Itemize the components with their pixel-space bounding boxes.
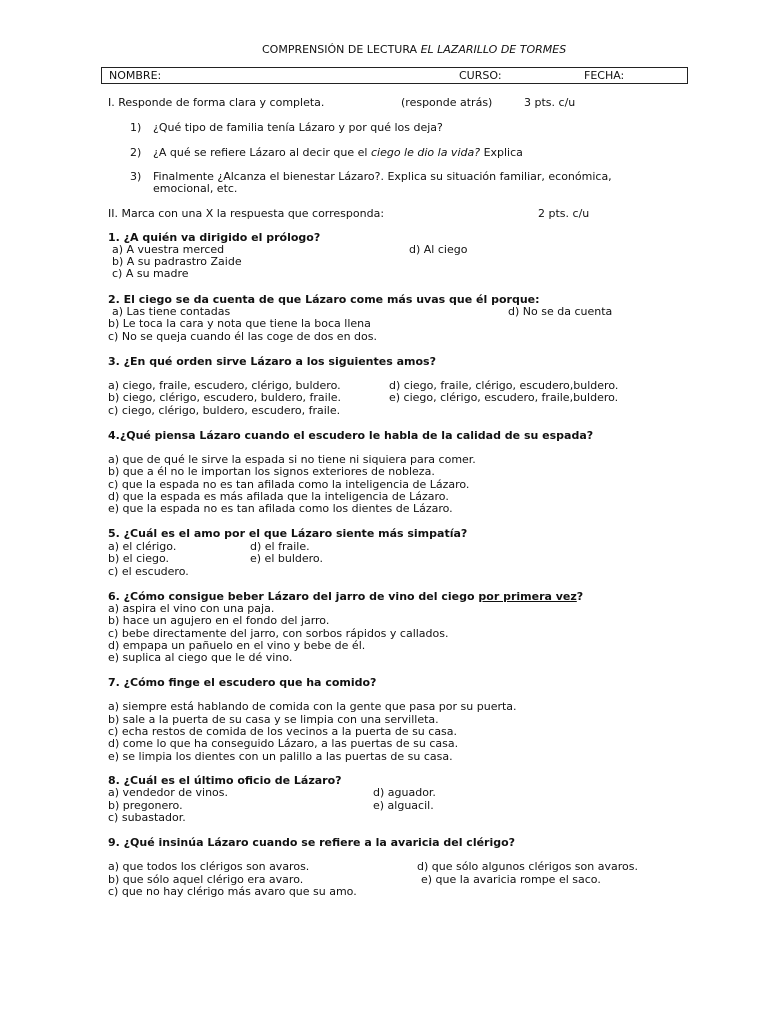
- mc-q4-option-a[interactable]: a) que de qué le sirve la espada si no tiene ni siquiera para comer.: [108, 453, 476, 466]
- mc-q5-option-b[interactable]: b) el ciego.: [108, 552, 169, 565]
- mc-q9-option-b[interactable]: b) que sólo aquel clérigo era avaro.: [108, 873, 304, 886]
- mc-q7-option-e[interactable]: e) se limpia los dientes con un palillo a las puertas de su casa.: [108, 750, 453, 763]
- course-label: CURSO:: [459, 69, 502, 82]
- mc-q6-option-a[interactable]: a) aspira el vino con una paja.: [108, 602, 275, 615]
- mc-q7-option-d[interactable]: d) come lo que ha conseguido Lázaro, a las puertas de su casa.: [108, 737, 459, 750]
- mc-q4-option-d[interactable]: d) que la espada es más afilada que la inteligencia de Lázaro.: [108, 490, 449, 503]
- section1-heading: I. Responde de forma clara y completa.: [108, 96, 325, 109]
- mc-q1-option-d[interactable]: d) Al ciego: [409, 243, 468, 256]
- mc-q2-option-b[interactable]: b) Le toca la cara y nota que tiene la boca llena: [108, 317, 371, 330]
- mc-q9-option-c[interactable]: c) que no hay clérigo más avaro que su amo.: [108, 885, 357, 898]
- mc-q9-title: 9. ¿Qué insinúa Lázaro cuando se refiere a la avaricia del clérigo?: [108, 836, 516, 849]
- mc-q6-title-end: ?: [576, 590, 584, 603]
- mc-q2-option-a[interactable]: a) Las tiene contadas: [112, 305, 231, 318]
- section2-points: 2 pts. c/u: [538, 207, 590, 220]
- section2-heading: II. Marca con una X la respuesta que corresponda:: [108, 207, 385, 220]
- mc-q5-option-e[interactable]: e) el buldero.: [250, 552, 323, 565]
- mc-q6-option-d[interactable]: d) empapa un pañuelo en el vino y bebe de él.: [108, 639, 366, 652]
- title-work: EL LAZARILLO DE TORMES: [420, 43, 567, 56]
- open-q2-number: 2): [130, 146, 142, 159]
- mc-q8-title: 8. ¿Cuál es el último oficio de Lázaro?: [108, 774, 342, 787]
- mc-q6-title-underlined: por primera vez: [478, 590, 577, 603]
- mc-q5-title: 5. ¿Cuál es el amo por el que Lázaro siente más simpatía?: [108, 527, 468, 540]
- mc-q9-option-e[interactable]: e) que la avaricia rompe el saco.: [421, 873, 601, 886]
- section1-note: (responde atrás): [401, 96, 493, 109]
- mc-q3-option-e[interactable]: e) ciego, clérigo, escudero, fraile,buldero.: [389, 391, 619, 404]
- mc-q9-option-a[interactable]: a) que todos los clérigos son avaros.: [108, 860, 310, 873]
- mc-q2-option-d[interactable]: d) No se da cuenta: [508, 305, 613, 318]
- open-q2-part1: ¿A qué se refiere Lázaro al decir que el: [153, 146, 368, 159]
- mc-q4-option-c[interactable]: c) que la espada no es tan afilada como la inteligencia de Lázaro.: [108, 478, 470, 491]
- mc-q8-option-a[interactable]: a) vendedor de vinos.: [108, 786, 229, 799]
- mc-q3-option-d[interactable]: d) ciego, fraile, clérigo, escudero,buldero.: [389, 379, 619, 392]
- mc-q7-option-a[interactable]: a) siempre está hablando de comida con la gente que pasa por su puerta.: [108, 700, 517, 713]
- mc-q8-option-c[interactable]: c) subastador.: [108, 811, 186, 824]
- mc-q7-option-c[interactable]: c) echa restos de comida de los vecinos a la puerta de su casa.: [108, 725, 458, 738]
- open-q2-text: [153, 146, 523, 159]
- mc-q9-option-d[interactable]: d) que sólo algunos clérigos son avaros.: [417, 860, 638, 873]
- open-q3-line2: emocional, etc.: [153, 182, 238, 195]
- mc-q2-title: 2. El ciego se da cuenta de que Lázaro come más uvas que él porque:: [108, 293, 540, 306]
- mc-q1-option-c[interactable]: c) A su madre: [112, 267, 189, 280]
- mc-q8-option-e[interactable]: e) alguacil.: [373, 799, 434, 812]
- open-q2-part2: Explica: [483, 146, 523, 159]
- open-q2-italic: ciego le dio la vida?: [370, 146, 481, 159]
- open-q1-text: ¿Qué tipo de familia tenía Lázaro y por qué los deja?: [153, 121, 443, 134]
- mc-q3-option-b[interactable]: b) ciego, clérigo, escudero, buldero, fraile.: [108, 391, 342, 404]
- mc-q4-option-b[interactable]: b) que a él no le importan los signos exteriores de nobleza.: [108, 465, 435, 478]
- mc-q6-option-c[interactable]: c) bebe directamente del jarro, con sorbos rápidos y callados.: [108, 627, 449, 640]
- section1-points: 3 pts. c/u: [524, 96, 576, 109]
- mc-q6-option-e[interactable]: e) suplica al ciego que le dé vino.: [108, 651, 293, 664]
- mc-q5-option-a[interactable]: a) el clérigo.: [108, 540, 177, 553]
- mc-q2-option-c[interactable]: c) No se queja cuando él las coge de dos en dos.: [108, 330, 377, 343]
- mc-q6-title-start: 6. ¿Cómo consigue beber Lázaro del jarro de vino del ciego: [108, 590, 475, 603]
- mc-q3-option-a[interactable]: a) ciego, fraile, escudero, clérigo, buldero.: [108, 379, 341, 392]
- open-q3-line1: Finalmente ¿Alcanza el bienestar Lázaro?. Explica su situación familiar, económica,: [153, 170, 612, 183]
- mc-q1-option-b[interactable]: b) A su padrastro Zaide: [112, 255, 242, 268]
- mc-q5-option-c[interactable]: c) el escudero.: [108, 565, 189, 578]
- open-q1-number: 1): [130, 121, 142, 134]
- mc-q6-option-b[interactable]: b) hace un agujero en el fondo del jarro.: [108, 614, 330, 627]
- title-prefix: COMPRENSIÓN DE LECTURA: [262, 43, 418, 56]
- date-label: FECHA:: [584, 69, 625, 82]
- mc-q3-title: 3. ¿En qué orden sirve Lázaro a los siguientes amos?: [108, 355, 436, 368]
- mc-q5-option-d[interactable]: d) el fraile.: [250, 540, 310, 553]
- mc-q7-title: 7. ¿Cómo finge el escudero que ha comido?: [108, 676, 377, 689]
- mc-q4-option-e[interactable]: e) que la espada no es tan afilada como los dientes de Lázaro.: [108, 502, 453, 515]
- mc-q1-option-a[interactable]: a) A vuestra merced: [112, 243, 225, 256]
- mc-q1-title: 1. ¿A quién va dirigido el prólogo?: [108, 231, 321, 244]
- open-q3-number: 3): [130, 170, 142, 183]
- student-info-box: [101, 67, 688, 84]
- mc-q8-option-d[interactable]: d) aguador.: [373, 786, 436, 799]
- mc-q7-option-b[interactable]: b) sale a la puerta de su casa y se limpia con una servilleta.: [108, 713, 439, 726]
- mc-q3-option-c[interactable]: c) ciego, clérigo, buldero, escudero, fraile.: [108, 404, 341, 417]
- name-label: NOMBRE:: [109, 69, 162, 82]
- mc-q8-option-b[interactable]: b) pregonero.: [108, 799, 183, 812]
- mc-q4-title: 4.¿Qué piensa Lázaro cuando el escudero le habla de la calidad de su espada?: [108, 429, 594, 442]
- page-title: [262, 43, 566, 56]
